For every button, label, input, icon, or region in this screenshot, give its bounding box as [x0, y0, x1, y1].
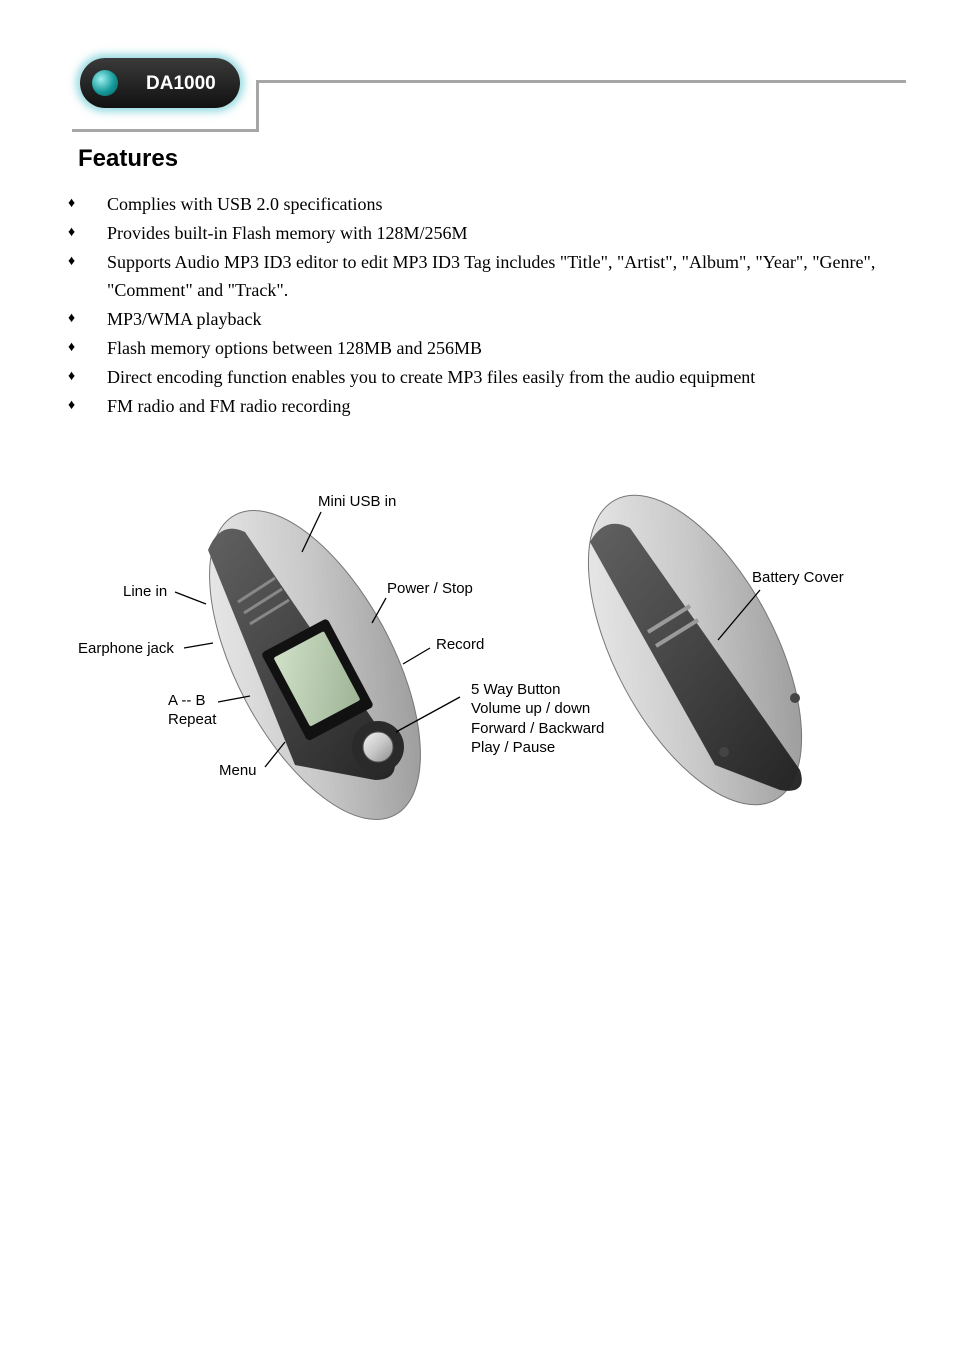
- feature-item: [68, 305, 878, 333]
- feature-text: MP3/WMA playback: [107, 309, 262, 329]
- label-line-in: Line in: [123, 583, 168, 600]
- label-volume: Volume up / down: [471, 700, 591, 717]
- label-menu: Menu: [219, 762, 257, 779]
- feature-item: [68, 190, 878, 218]
- feature-item: [68, 219, 878, 247]
- header-rule-vertical: [256, 80, 259, 132]
- label-power-stop: Power / Stop: [387, 580, 473, 597]
- label-record: Record: [436, 636, 485, 653]
- diamond-bullet-icon: ♦: [68, 254, 76, 269]
- section-title: Features: [78, 145, 179, 172]
- feature-text: Provides built-in Flash memory with 128M/256M: [107, 223, 468, 243]
- label-five-way-button: 5 Way Button: [471, 681, 561, 698]
- diamond-bullet-icon: ♦: [68, 369, 76, 384]
- label-forward-backward: Forward / Backward: [471, 720, 605, 737]
- header-rule-top: [256, 80, 906, 83]
- device-diagram-svg: [60, 480, 880, 830]
- header-rule-bottom: [72, 129, 259, 132]
- feature-item: [68, 248, 878, 304]
- feature-text: Direct encoding function enables you to create MP3 files easily from the audio equipment: [107, 367, 756, 387]
- label-repeat: Repeat: [168, 711, 217, 728]
- diamond-bullet-icon: ♦: [68, 340, 76, 355]
- label-play-pause: Play / Pause: [471, 739, 556, 756]
- diamond-bullet-icon: ♦: [68, 225, 76, 240]
- label-earphone-jack: Earphone jack: [78, 640, 174, 657]
- model-badge-label: DA1000: [146, 73, 216, 94]
- label-mini-usb: Mini USB in: [318, 493, 397, 510]
- label-ab: A -- B: [168, 692, 206, 709]
- player-back-image: [545, 480, 846, 830]
- device-diagram: [60, 480, 880, 830]
- diamond-bullet-icon: ♦: [68, 196, 76, 211]
- feature-text: Flash memory options between 128MB and 256MB: [107, 338, 482, 358]
- feature-list: [68, 190, 878, 421]
- label-battery-cover: Battery Cover: [752, 569, 844, 586]
- feature-item: [68, 392, 878, 420]
- diamond-bullet-icon: ♦: [68, 311, 76, 326]
- feature-item: [68, 334, 878, 362]
- model-badge: [80, 58, 240, 108]
- feature-text: Supports Audio MP3 ID3 editor to edit MP3 ID3 Tag includes "Title", "Artist", "Album", "Year", "Genre", "Comment" and "Track".: [107, 252, 876, 300]
- badge-dot-icon: [92, 70, 118, 96]
- feature-item: [68, 363, 878, 391]
- diamond-bullet-icon: ♦: [68, 398, 76, 413]
- feature-text: Complies with USB 2.0 specifications: [107, 194, 383, 214]
- feature-text: FM radio and FM radio recording: [107, 396, 351, 416]
